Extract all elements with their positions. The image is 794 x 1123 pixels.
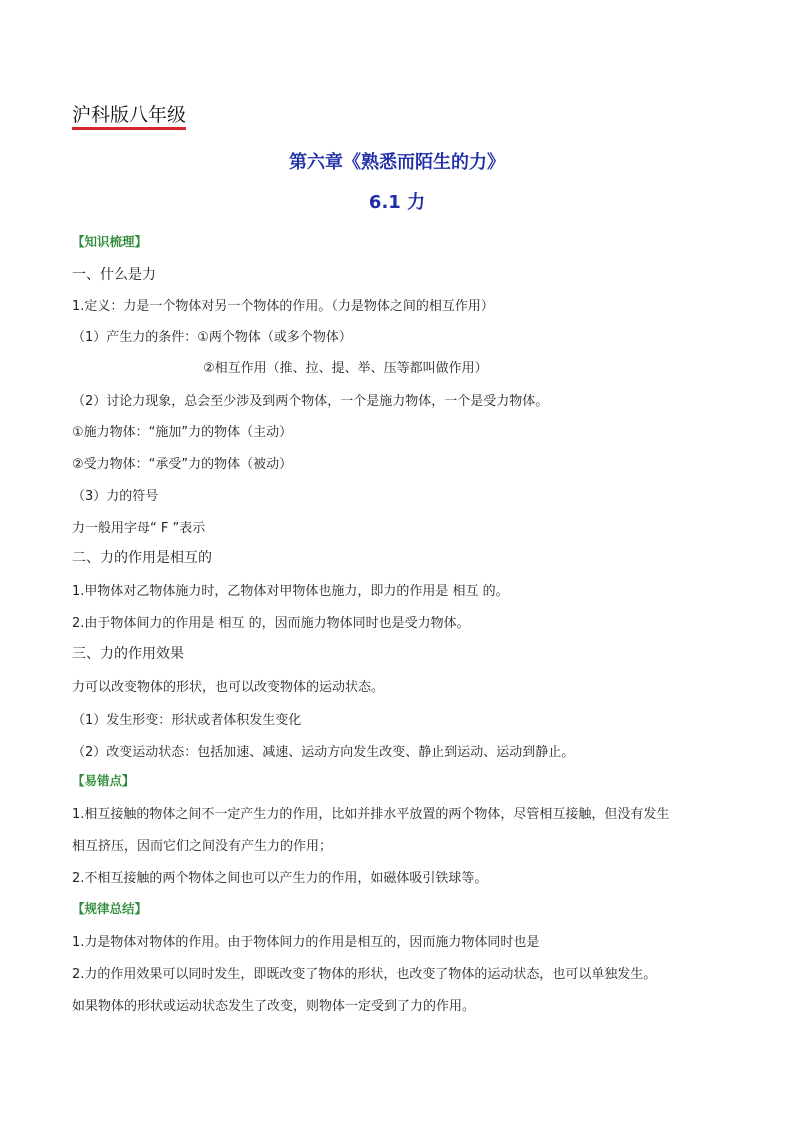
text-line: ①施力物体：“施加”力的物体（主动）: [72, 425, 293, 440]
text-line: 1.定义：力是一个物体对另一个物体的作用。（力是物体之间的相互作用）: [72, 299, 494, 314]
text-line: 1.相互接触的物体之间不一定产生力的作用，比如并排水平放置的两个物体，尽管相互接触，但没有发生: [72, 807, 670, 822]
text-line: 2.力的作用效果可以同时发生，即既改变了物体的形状，也改变了物体的运动状态，也可以单独发生。: [72, 967, 657, 982]
text-line: 2.由于物体间力的作用是 相互 的，因而施力物体同时也是受力物体。: [72, 616, 470, 631]
tag-rule-summary: 【规律总结】: [72, 901, 148, 916]
tag-knowledge-summary: 【知识梳理】: [72, 234, 148, 249]
heading-force-effects: 三、力的作用效果: [72, 646, 184, 662]
text-line: （1）发生形变：形状或者体积发生变化: [72, 713, 302, 728]
chapter-title: 第六章《熟悉而陌生的力》: [289, 152, 505, 173]
text-line: 1.力是物体对物体的作用。由于物体间力的作用是相互的，因而施力物体同时也是: [72, 935, 540, 950]
text-line: （2）改变运动状态：包括加速、减速、运动方向发生改变、静止到运动、运动到静止。: [72, 745, 575, 760]
text-line: ②相互作用（推、拉、提、举、压等都叫做作用）: [203, 361, 488, 376]
text-line: 2.不相互接触的两个物体之间也可以产生力的作用，如磁体吸引铁球等。: [72, 871, 488, 886]
text-line: 1.甲物体对乙物体施力时，乙物体对甲物体也施力，即力的作用是 相互 的。: [72, 584, 509, 599]
text-line: 力一般用字母“ F ”表示: [72, 521, 206, 536]
text-line: 相互挤压，因而它们之间没有产生力的作用；: [72, 839, 333, 854]
text-line: （2）讨论力现象，总会至少涉及到两个物体，一个是施力物体，一个是受力物体。: [72, 394, 549, 409]
text-line: 力可以改变物体的形状，也可以改变物体的运动状态。: [72, 680, 385, 695]
tag-error-prone: 【易错点】: [72, 773, 135, 788]
heading-what-is-force: 一、什么是力: [72, 267, 156, 283]
heading-mutual-force: 二、力的作用是相互的: [72, 550, 212, 566]
text-line: （3）力的符号: [72, 489, 159, 504]
text-line: ②受力物体：“承受”力的物体（被动）: [72, 457, 293, 472]
text-line: 如果物体的形状或运动状态发生了改变，则物体一定受到了力的作用。: [72, 999, 476, 1014]
section-title: 6.1 力: [368, 192, 426, 213]
text-line: （1）产生力的条件：①两个物体（或多个物体）: [72, 330, 352, 345]
grade-label: 沪科版八年级: [72, 104, 186, 130]
